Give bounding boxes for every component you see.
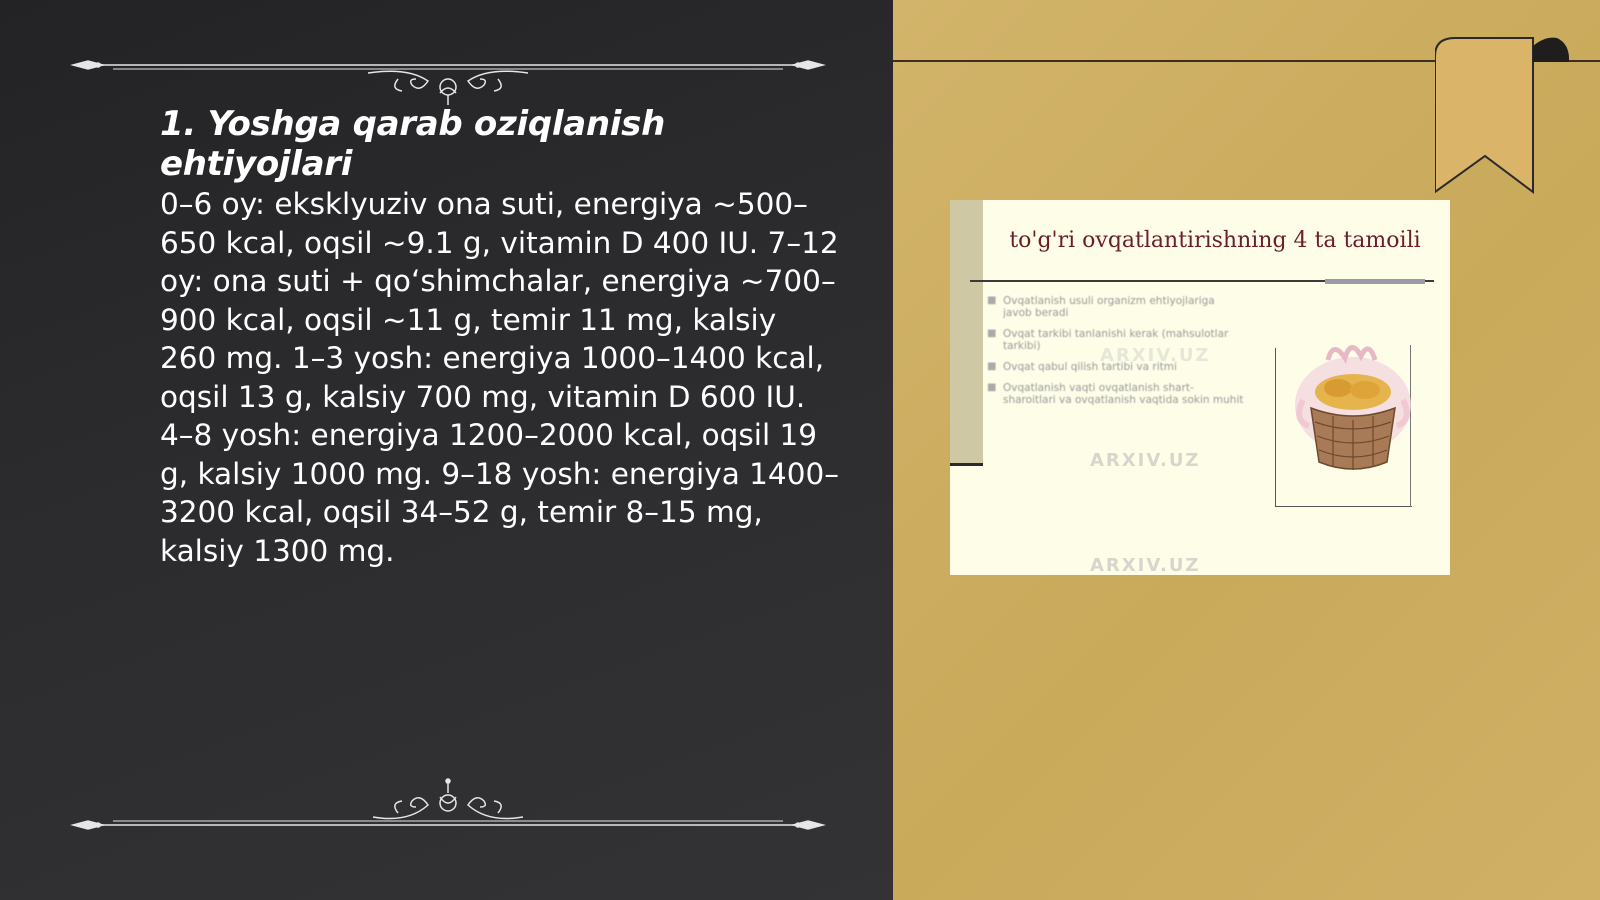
embedded-slide-image bbox=[950, 200, 1450, 575]
embedded-bullet-item bbox=[985, 382, 1245, 406]
embedded-sidebar-tick bbox=[950, 463, 983, 466]
watermark-text: ARXIV.UZ bbox=[1100, 345, 1211, 366]
slide-body-text: 0–6 oy: eksklyuziv ona suti, energiya ~500–650 kcal, oqsil ~9.1 g, vitamin D 400 IU. 7–12 oy: ona suti + qo‘shimchalar, energiya ~700–900 kcal, oqsil ~11 g, temir 11 mg, kalsiy 260 mg. 1–3 yosh: energiya 1000–1400 kcal, oqsil 13 g, kalsiy 700 mg, vitamin D 600 IU. 4–8 yosh: energiya 1200–2000 kcal, oqsil 19 g, kalsiy 1000 mg. 9–18 yosh: energiya 1400–3200 kcal, oqsil 34–52 g, temir 8–15 mg, kalsiy 1300 mg. bbox=[160, 187, 839, 568]
bread-basket-icon bbox=[1283, 330, 1423, 490]
bottom-ornament-divider bbox=[68, 775, 828, 835]
embedded-bullet-text: Ovqatlanish usuli organizm ehtiyojlariga javob beradi bbox=[1003, 295, 1215, 319]
top-ornament-divider bbox=[68, 45, 828, 105]
bullet-dot-icon: ■ bbox=[987, 361, 997, 372]
bullet-dot-icon: ■ bbox=[987, 382, 997, 393]
bookmark-ribbon-icon bbox=[1435, 36, 1570, 202]
bullet-dot-icon: ■ bbox=[987, 295, 997, 306]
bullet-dot-icon: ■ bbox=[987, 328, 997, 339]
embedded-bullet-text: Ovqatlanish vaqti ovqatlanish shart-sharoitlari va ovqatlanish vaqtida sokin muhit bbox=[1003, 382, 1244, 406]
watermark-text: ARXIV.UZ bbox=[1090, 450, 1201, 471]
embedded-bullet-item bbox=[985, 295, 1245, 319]
slide-title: 1. Yoshga qarab oziqlanish ehtiyojlari bbox=[160, 104, 665, 184]
embedded-bullet-text: Ovqat qabul qilish tartibi va ritmi bbox=[1003, 361, 1177, 373]
embedded-bullet-text: Ovqat tarkibi tanlanishi kerak (mahsulotlar tarkibi) bbox=[1003, 328, 1229, 352]
embedded-sidebar-bar bbox=[950, 200, 983, 465]
embedded-slide-title: to'g'ri ovqatlantirishning 4 ta tamoili bbox=[1009, 228, 1421, 253]
embedded-title-rule-accent bbox=[1325, 279, 1425, 284]
watermark-text: ARXIV.UZ bbox=[1090, 555, 1201, 575]
